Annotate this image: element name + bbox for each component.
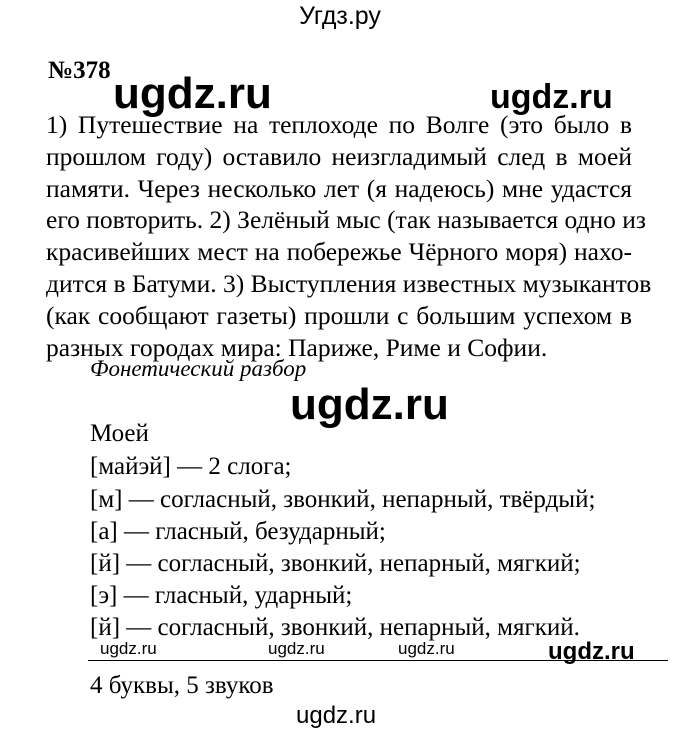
text-line: 1) Путешествие на теплоходе по Волге (это было в — [46, 110, 632, 139]
site-title: Угдз.ру — [299, 2, 381, 30]
watermark-middle: ugdz.ru — [290, 380, 449, 429]
text-line: его повторить. 2) Зелёный мыс (так называется одно из — [46, 205, 646, 235]
sound-line: [й] — согласный, звонкий, непарный, мягкий. — [90, 614, 580, 641]
phonetic-heading: Фонетический разбор — [90, 356, 307, 381]
exercise-text — [46, 109, 652, 363]
letters-sounds-summary: 4 буквы, 5 звуков — [90, 672, 274, 699]
watermark-bottom-2: ugdz.ru — [268, 639, 325, 658]
watermark-top-right: ugdz.ru — [490, 78, 613, 116]
watermark-top-left: ugdz.ru — [113, 69, 272, 118]
watermark-footer: ugdz.ru — [296, 702, 377, 729]
sound-line: [й] — согласный, звонкий, непарный, мягкий; — [90, 550, 581, 577]
text-line: красивейших мест на побережье Чёрного моря) нахо- — [46, 237, 632, 267]
transcription: [майэй] — 2 слога; — [90, 453, 292, 480]
text-line: разных городах мира: Париже, Риме и Софии. — [46, 332, 548, 362]
text-line: дится в Батуми. 3) Выступления известных музыкантов — [46, 268, 652, 298]
watermark-bottom-1: ugdz.ru — [100, 639, 157, 658]
sound-line: [э] — гласный, ударный; — [90, 582, 353, 609]
text-line: прошлом году) оставило неизгладимый след в моей — [46, 141, 632, 171]
analysis-word: Моей — [90, 420, 149, 447]
watermark-bottom-4: ugdz.ru — [548, 638, 635, 665]
exercise-number: №378 — [48, 57, 111, 84]
separator-line — [88, 660, 668, 661]
sound-line: [м] — согласный, звонкий, непарный, твёрдый; — [90, 486, 596, 513]
watermark-bottom-3: ugdz.ru — [398, 639, 455, 658]
text-line: (как сообщают газеты) прошли с большим успехом в — [46, 300, 632, 330]
sound-line: [а] — гласный, безударный; — [90, 518, 386, 545]
text-line: памяти. Через несколько лет (я надеюсь) мне удастся — [46, 173, 632, 203]
